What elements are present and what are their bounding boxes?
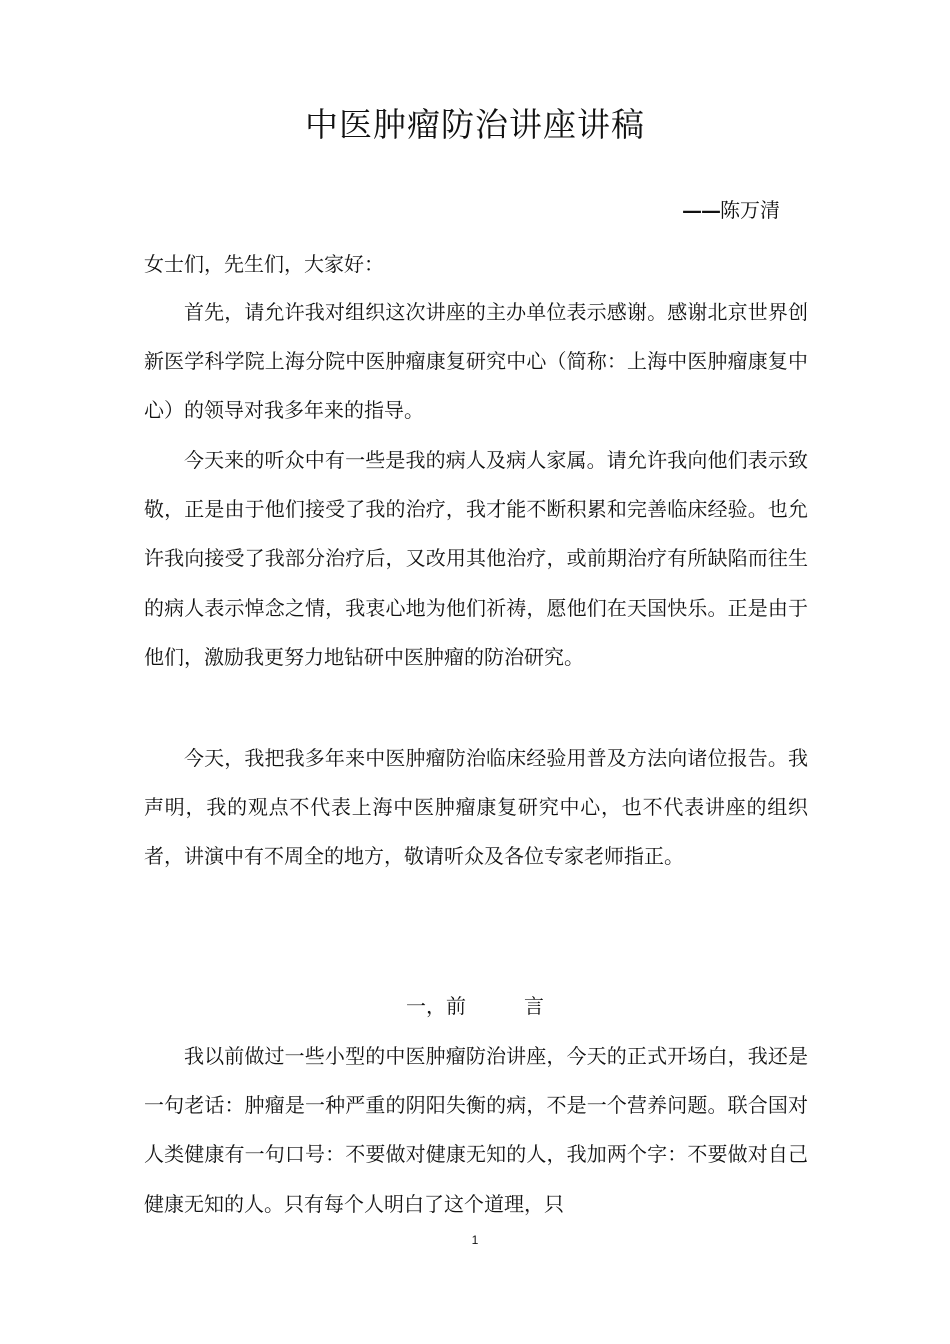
section-heading-number: 一，前 — [406, 994, 466, 1018]
paragraph-acknowledgement: 首先，请允许我对组织这次讲座的主办单位表示感谢。感谢北京世界创新医学科学院上海分院中医肿瘤康复研究中心（简称：上海中医肿瘤康复中心）的领导对我多年来的指导。 — [144, 300, 808, 423]
document-title: 中医肿瘤防治讲座讲稿 — [305, 105, 645, 144]
paragraph-preface: 我以前做过一些小型的中医肿瘤防治讲座，今天的正式开场白，我还是一句老话：肿瘤是一种严重的阴阳失衡的病，不是一个营养问题。联合国对人类健康有一句口号：不要做对健康无知的人，我加两个字：不要做对自己健康无知的人。只有每个人明白了这个道理，只 — [144, 1044, 808, 1216]
section-heading-word: 言 — [524, 994, 544, 1018]
author-line — [560, 192, 780, 228]
author-dash: —— — [682, 198, 720, 222]
greeting-paragraph: 女士们，先生们，大家好： — [144, 252, 384, 276]
author-name: 陈万清 — [720, 198, 780, 222]
paragraph-disclaimer: 今天，我把我多年来中医肿瘤防治临床经验用普及方法向诸位报告。我声明，我的观点不代表上海中医肿瘤康复研究中心，也不代表讲座的组织者，讲演中有不周全的地方，敬请听众及各位专家老师指正。 — [144, 746, 808, 869]
paragraph-patients: 今天来的听众中有一些是我的病人及病人家属。请允许我向他们表示致敬，正是由于他们接受了我的治疗，我才能不断积累和完善临床经验。也允许我向接受了我部分治疗后，又改用其他治疗，或前期治疗有所缺陷而往生的病人表示悼念之情，我衷心地为他们祈祷，愿他们在天国快乐。正是由于他们，激励我更努力地钻研中医肿瘤的防治研究。 — [144, 448, 808, 669]
page-number: 1 — [471, 1233, 479, 1247]
section-heading-preface — [0, 984, 950, 1028]
